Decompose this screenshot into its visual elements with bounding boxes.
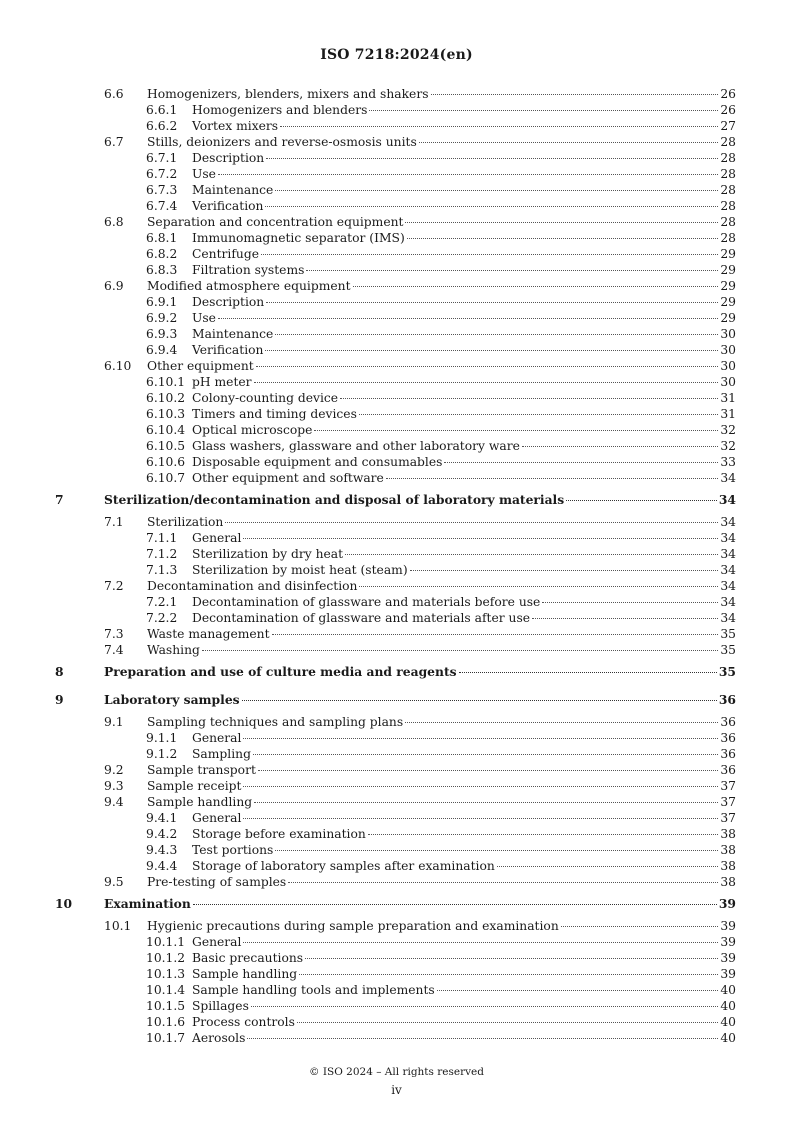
dot-leader: [243, 538, 718, 539]
toc-page-number: 40: [720, 1031, 736, 1045]
toc-page-number: 36: [720, 731, 736, 745]
toc-title: Use: [192, 311, 216, 325]
toc-number: 6.8: [104, 215, 124, 229]
toc-number: 6.9.2: [146, 311, 178, 325]
dot-leader: [431, 94, 719, 95]
toc-number: 10.1: [104, 919, 132, 933]
toc-title: Maintenance: [192, 327, 274, 341]
toc-number: 9.1.1: [146, 731, 178, 745]
toc-entry[interactable]: [0, 198, 793, 214]
toc-title: Disposable equipment and consumables: [192, 455, 443, 469]
dot-leader: [340, 398, 718, 399]
toc-number: 7.1: [104, 515, 124, 529]
dot-leader: [368, 834, 719, 835]
toc-title: Spillages: [192, 999, 249, 1013]
toc-entry[interactable]: [0, 998, 793, 1014]
dot-leader: [532, 618, 718, 619]
toc-page-number: 29: [720, 295, 736, 309]
toc-page-number: 28: [720, 231, 736, 245]
dot-leader: [256, 366, 719, 367]
toc-number: 7.2.2: [146, 611, 178, 625]
toc-page-number: 39: [720, 935, 736, 949]
dot-leader: [280, 126, 718, 127]
toc-entry[interactable]: [0, 858, 793, 874]
toc-title: Description: [192, 151, 265, 165]
dot-leader: [437, 990, 719, 991]
toc-number: 9.3: [104, 779, 124, 793]
toc-page-number: 29: [720, 247, 736, 261]
toc-page-number: 26: [720, 103, 736, 117]
toc-page-number: 34: [720, 531, 736, 545]
toc-page-number: 36: [718, 692, 736, 707]
dot-leader: [353, 286, 719, 287]
toc-title: Optical microscope: [192, 423, 313, 437]
dot-leader: [225, 522, 718, 523]
toc-page-number: 39: [718, 896, 736, 911]
toc-number: 10.1.4: [146, 983, 186, 997]
dot-leader: [345, 554, 718, 555]
dot-leader: [275, 850, 718, 851]
toc-title: pH meter: [192, 375, 252, 389]
toc-entry[interactable]: [0, 762, 793, 778]
toc-title: Aerosols: [192, 1031, 246, 1045]
toc-title: Examination: [104, 896, 191, 911]
dot-leader: [386, 478, 719, 479]
toc-page-number: 34: [718, 492, 736, 507]
dot-leader: [254, 382, 719, 383]
toc-number: 7: [55, 492, 64, 507]
dot-leader: [242, 700, 717, 701]
toc-page-number: 34: [720, 515, 736, 529]
dot-leader: [258, 770, 718, 771]
toc-page-number: 31: [720, 407, 736, 421]
toc-title: Storage of laboratory samples after examination: [192, 859, 495, 873]
toc-entry[interactable]: [0, 546, 793, 562]
dot-leader: [542, 602, 718, 603]
toc-title: Verification: [192, 343, 264, 357]
toc-page-number: 28: [720, 199, 736, 213]
dot-leader: [359, 586, 718, 587]
toc-page-number: 29: [720, 279, 736, 293]
toc-page-number: 36: [720, 747, 736, 761]
toc-page-number: 26: [720, 87, 736, 101]
toc-entry[interactable]: [0, 358, 793, 374]
dot-leader: [314, 430, 718, 431]
toc-entry[interactable]: [0, 578, 793, 594]
toc-entry[interactable]: [0, 730, 793, 746]
toc-title: Sterilization/decontamination and disposal of laboratory materials: [104, 492, 565, 507]
toc-number: 6.10.4: [146, 423, 186, 437]
dot-leader: [522, 446, 718, 447]
dot-leader: [305, 958, 718, 959]
toc-number: 6.10.3: [146, 407, 186, 421]
dot-leader: [444, 462, 718, 463]
toc-number: 8: [55, 664, 64, 679]
toc-number: 9: [55, 692, 64, 707]
toc-entry[interactable]: [0, 626, 793, 642]
toc-number: 6.9.1: [146, 295, 178, 309]
toc-title: Glass washers, glassware and other laboratory ware: [192, 439, 520, 453]
toc-number: 9.4.3: [146, 843, 178, 857]
toc-title: Process controls: [192, 1015, 295, 1029]
toc-number: 10.1.1: [146, 935, 186, 949]
toc-title: Vortex mixers: [192, 119, 279, 133]
toc-page-number: 35: [718, 664, 736, 679]
toc-number: 7.2.1: [146, 595, 178, 609]
toc-entry[interactable]: [0, 874, 793, 890]
toc-title: Centrifuge: [192, 247, 259, 261]
toc-title: Colony-counting device: [192, 391, 339, 405]
toc-number: 9.4.1: [146, 811, 178, 825]
toc-page-number: 28: [720, 167, 736, 181]
toc-title: Storage before examination: [192, 827, 366, 841]
toc-entry[interactable]: [0, 982, 793, 998]
toc-page-number: 31: [720, 391, 736, 405]
toc-number: 7.4: [104, 643, 124, 657]
toc-page-number: 34: [720, 595, 736, 609]
toc-number: 6.10.5: [146, 439, 186, 453]
toc-entry[interactable]: [0, 390, 793, 406]
toc-entry[interactable]: [0, 422, 793, 438]
toc-number: 6.9.4: [146, 343, 178, 357]
toc-page-number: 32: [720, 423, 736, 437]
toc-page-number: 33: [720, 455, 736, 469]
dot-leader: [218, 174, 718, 175]
toc-title: Sampling: [192, 747, 251, 761]
toc-number: 10.1.3: [146, 967, 186, 981]
toc-number: 6.9.3: [146, 327, 178, 341]
dot-leader: [359, 414, 718, 415]
toc-title: General: [192, 811, 242, 825]
toc-entry[interactable]: [0, 610, 793, 626]
dot-leader: [272, 634, 719, 635]
toc-number: 6.8.3: [146, 263, 178, 277]
toc-entry[interactable]: [0, 278, 793, 294]
toc-title: Homogenizers and blenders: [192, 103, 368, 117]
toc-title: Decontamination of glassware and materials before use: [192, 595, 541, 609]
toc-clause[interactable]: [0, 492, 793, 508]
toc-page-number: 37: [720, 795, 736, 809]
toc-number: 9.4.4: [146, 859, 178, 873]
toc-page-number: 39: [720, 951, 736, 965]
dot-leader: [275, 334, 718, 335]
toc-entry[interactable]: [0, 1014, 793, 1030]
toc-number: 6.10.2: [146, 391, 186, 405]
toc-page-number: 34: [720, 471, 736, 485]
toc-entry[interactable]: [0, 86, 793, 102]
toc-entry[interactable]: [0, 230, 793, 246]
toc-number: 7.2: [104, 579, 124, 593]
toc-entry[interactable]: [0, 310, 793, 326]
toc-title: Maintenance: [192, 183, 274, 197]
toc-number: 9.1: [104, 715, 124, 729]
toc-entry[interactable]: [0, 262, 793, 278]
toc-page-number: 34: [720, 547, 736, 561]
dot-leader: [243, 786, 718, 787]
toc-number: 6.8.2: [146, 247, 178, 261]
toc-page-number: 35: [720, 627, 736, 641]
dot-leader: [202, 650, 718, 651]
toc-title: Modified atmosphere equipment: [147, 279, 351, 293]
toc-entry[interactable]: [0, 594, 793, 610]
dot-leader: [266, 302, 718, 303]
toc-title: Pre-testing of samples: [147, 875, 287, 889]
toc-page-number: 37: [720, 811, 736, 825]
toc-title: General: [192, 531, 242, 545]
dot-leader: [253, 754, 718, 755]
toc-entry[interactable]: [0, 118, 793, 134]
toc-entry[interactable]: [0, 134, 793, 150]
toc-title: Homogenizers, blenders, mixers and shakers: [147, 87, 429, 101]
toc-clause[interactable]: [0, 896, 793, 912]
toc-page-number: 29: [720, 263, 736, 277]
toc-number: 9.4.2: [146, 827, 178, 841]
toc-page-number: 30: [720, 343, 736, 357]
toc-entry[interactable]: [0, 810, 793, 826]
toc-entry[interactable]: [0, 166, 793, 182]
toc-entry[interactable]: [0, 950, 793, 966]
toc-title: Stills, deionizers and reverse-osmosis units: [147, 135, 417, 149]
toc-title: Sample handling: [192, 967, 298, 981]
dot-leader: [265, 350, 718, 351]
dot-leader: [265, 206, 718, 207]
toc-entry[interactable]: [0, 102, 793, 118]
toc-page-number: 38: [720, 875, 736, 889]
toc-page-number: 30: [720, 375, 736, 389]
toc-title: General: [192, 731, 242, 745]
toc-title: Test portions: [192, 843, 274, 857]
toc-page-number: 30: [720, 327, 736, 341]
toc-title: General: [192, 935, 242, 949]
toc-entry[interactable]: [0, 438, 793, 454]
dot-leader: [275, 190, 718, 191]
toc-number: 6.7.2: [146, 167, 178, 181]
toc-entry[interactable]: [0, 746, 793, 762]
toc-entry[interactable]: [0, 470, 793, 486]
toc-page-number: 30: [720, 359, 736, 373]
toc-number: 10.1.2: [146, 951, 186, 965]
dot-leader: [405, 722, 718, 723]
toc-number: 9.2: [104, 763, 124, 777]
toc-page-number: 28: [720, 135, 736, 149]
toc-page-number: 35: [720, 643, 736, 657]
toc-page-number: 34: [720, 579, 736, 593]
toc-entry[interactable]: [0, 778, 793, 794]
toc-title: Sterilization: [147, 515, 224, 529]
toc-page-number: 28: [720, 183, 736, 197]
dot-leader: [288, 882, 718, 883]
toc-page-number: 29: [720, 311, 736, 325]
toc-title: Waste management: [147, 627, 270, 641]
toc-number: 6.10: [104, 359, 132, 373]
document-header: ISO 7218:2024(en): [320, 47, 473, 63]
toc-clause[interactable]: [0, 664, 793, 680]
toc-number: 6.10.6: [146, 455, 186, 469]
toc-entry[interactable]: [0, 1030, 793, 1046]
toc-number: 7.1.2: [146, 547, 178, 561]
toc-entry[interactable]: [0, 642, 793, 658]
toc-page-number: 38: [720, 859, 736, 873]
dot-leader: [266, 158, 718, 159]
toc-title: Other equipment: [147, 359, 254, 373]
toc-page-number: 27: [720, 119, 736, 133]
dot-leader: [459, 672, 717, 673]
dot-leader: [247, 1038, 718, 1039]
toc-title: Use: [192, 167, 216, 181]
toc-number: 7.3: [104, 627, 124, 641]
page-number: iv: [391, 1083, 402, 1097]
toc-number: 10.1.6: [146, 1015, 186, 1029]
toc-entry[interactable]: [0, 214, 793, 230]
toc-title: Verification: [192, 199, 264, 213]
dot-leader: [254, 802, 718, 803]
toc-title: Timers and timing devices: [192, 407, 357, 421]
toc-page-number: 28: [720, 151, 736, 165]
toc-number: 6.6.2: [146, 119, 178, 133]
toc-entry[interactable]: [0, 294, 793, 310]
toc-page-number: 38: [720, 827, 736, 841]
toc-number: 9.1.2: [146, 747, 178, 761]
dot-leader: [193, 904, 717, 905]
dot-leader: [410, 570, 719, 571]
dot-leader: [566, 500, 717, 501]
toc-page-number: 38: [720, 843, 736, 857]
toc-title: Separation and concentration equipment: [147, 215, 404, 229]
toc-clause[interactable]: [0, 692, 793, 708]
toc-number: 7.1.3: [146, 563, 178, 577]
toc-number: 6.7.3: [146, 183, 178, 197]
dot-leader: [407, 238, 719, 239]
dot-leader: [297, 1022, 718, 1023]
toc-page-number: 40: [720, 999, 736, 1013]
toc-entry[interactable]: [0, 514, 793, 530]
toc-title: Sterilization by moist heat (steam): [192, 563, 408, 577]
toc-title: Decontamination of glassware and materials after use: [192, 611, 531, 625]
dot-leader: [497, 866, 719, 867]
toc-entry[interactable]: [0, 454, 793, 470]
dot-leader: [419, 142, 719, 143]
dot-leader: [261, 254, 718, 255]
toc-title: Basic precautions: [192, 951, 304, 965]
toc-title: Laboratory samples: [104, 692, 240, 707]
toc-entry[interactable]: [0, 530, 793, 546]
toc-number: 10.1.5: [146, 999, 186, 1013]
toc-number: 6.10.7: [146, 471, 186, 485]
toc-entry[interactable]: [0, 826, 793, 842]
toc-number: 6.7: [104, 135, 124, 149]
toc-title: Immunomagnetic separator (IMS): [192, 231, 405, 245]
toc-page-number: 37: [720, 779, 736, 793]
toc-title: Filtration systems: [192, 263, 305, 277]
toc-entry[interactable]: [0, 326, 793, 342]
toc-entry[interactable]: [0, 406, 793, 422]
toc-title: Hygienic precautions during sample preparation and examination: [147, 919, 559, 933]
toc-number: 10.1.7: [146, 1031, 186, 1045]
toc-number: 7.1.1: [146, 531, 178, 545]
toc-entry[interactable]: [0, 182, 793, 198]
dot-leader: [405, 222, 718, 223]
toc-entry[interactable]: [0, 342, 793, 358]
toc-entry[interactable]: [0, 150, 793, 166]
toc-number: 6.9: [104, 279, 124, 293]
toc-page-number: 32: [720, 439, 736, 453]
toc-title: Sample receipt: [147, 779, 242, 793]
toc-entry[interactable]: [0, 842, 793, 858]
toc-page-number: 40: [720, 1015, 736, 1029]
dot-leader: [251, 1006, 718, 1007]
toc-page-number: 28: [720, 215, 736, 229]
toc-title: Preparation and use of culture media and reagents: [104, 664, 457, 679]
toc-title: Other equipment and software: [192, 471, 384, 485]
toc-number: 6.10.1: [146, 375, 186, 389]
toc-title: Sample transport: [147, 763, 256, 777]
toc-number: 6.6.1: [146, 103, 178, 117]
toc-entry[interactable]: [0, 374, 793, 390]
toc-number: 6.6: [104, 87, 124, 101]
toc-number: 6.7.1: [146, 151, 178, 165]
dot-leader: [218, 318, 718, 319]
toc-page-number: 36: [720, 763, 736, 777]
toc-title: Sterilization by dry heat: [192, 547, 344, 561]
toc-page-number: 39: [720, 967, 736, 981]
toc-page-number: 39: [720, 919, 736, 933]
dot-leader: [243, 818, 718, 819]
toc-title: Sample handling: [147, 795, 253, 809]
toc-title: Decontamination and disinfection: [147, 579, 358, 593]
toc-entry[interactable]: [0, 794, 793, 810]
toc-page-number: 36: [720, 715, 736, 729]
toc-page-number: 34: [720, 611, 736, 625]
toc-entry[interactable]: [0, 562, 793, 578]
toc-entry[interactable]: [0, 714, 793, 730]
toc-page-number: 40: [720, 983, 736, 997]
dot-leader: [299, 974, 718, 975]
copyright-notice: © ISO 2024 – All rights reserved: [309, 1066, 484, 1078]
toc-title: Sample handling tools and implements: [192, 983, 435, 997]
toc-number: 6.8.1: [146, 231, 178, 245]
dot-leader: [369, 110, 718, 111]
toc-entry[interactable]: [0, 934, 793, 950]
toc-number: 6.7.4: [146, 199, 178, 213]
dot-leader: [561, 926, 719, 927]
toc-number: 9.5: [104, 875, 124, 889]
toc-entry[interactable]: [0, 966, 793, 982]
toc-title: Washing: [147, 643, 200, 657]
toc-number: 9.4: [104, 795, 124, 809]
dot-leader: [243, 942, 718, 943]
toc-title: Sampling techniques and sampling plans: [147, 715, 404, 729]
toc-entry[interactable]: [0, 918, 793, 934]
toc-entry[interactable]: [0, 246, 793, 262]
toc-number: 10: [55, 896, 73, 911]
toc-page-number: 34: [720, 563, 736, 577]
toc-title: Description: [192, 295, 265, 309]
dot-leader: [306, 270, 718, 271]
dot-leader: [243, 738, 718, 739]
